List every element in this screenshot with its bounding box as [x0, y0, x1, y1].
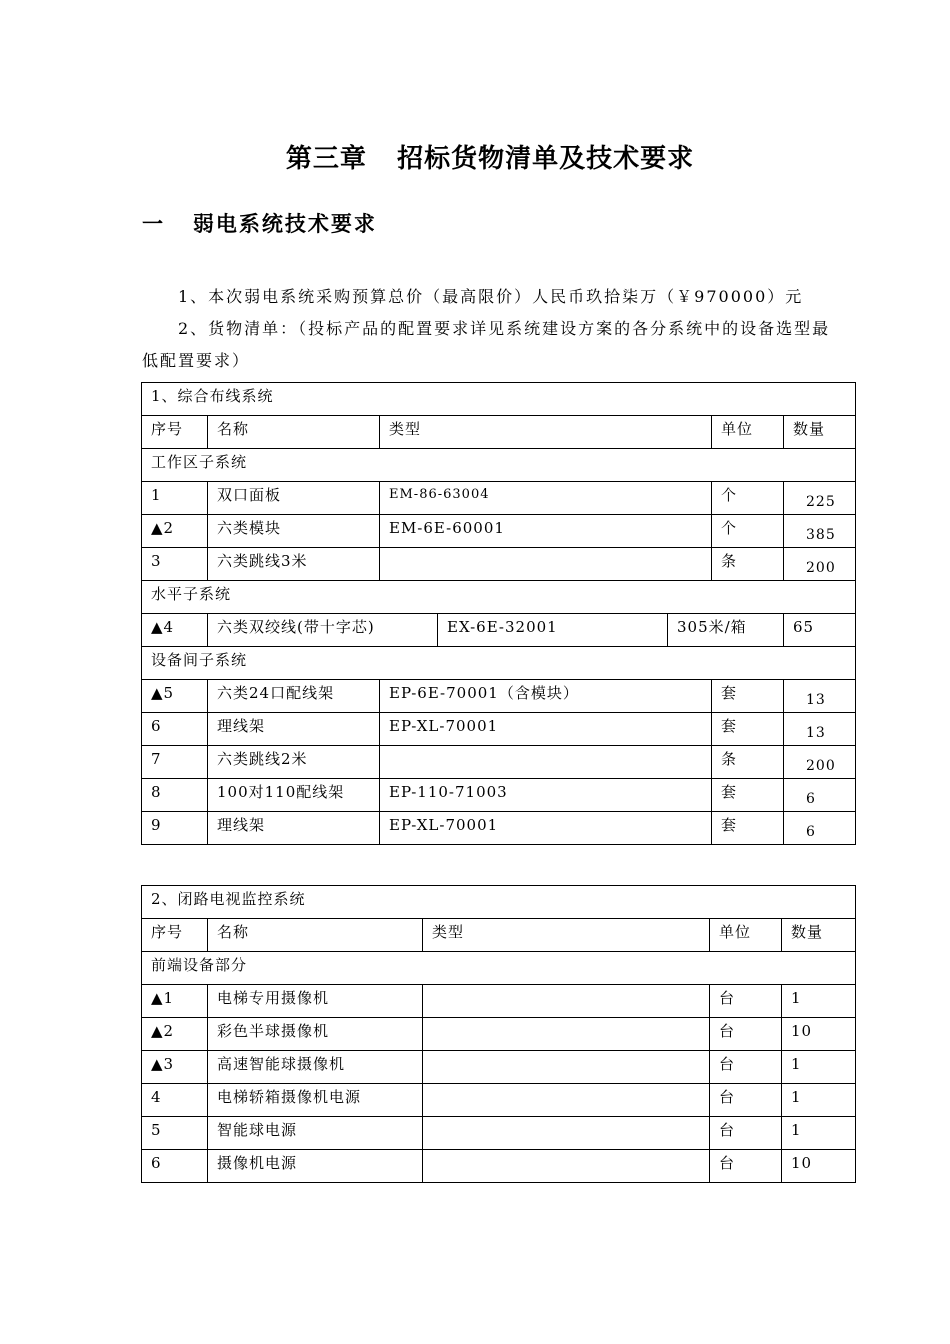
group-row	[142, 647, 856, 680]
cell-type: EM-6E-60001	[380, 515, 712, 548]
table-row	[142, 1150, 856, 1183]
header-name: 名称	[208, 919, 423, 952]
header-unit: 单位	[710, 919, 782, 952]
cell-qty: 10	[782, 1018, 856, 1051]
table-row	[142, 1051, 856, 1084]
cell-name: 摄像机电源	[208, 1150, 423, 1183]
table-row	[142, 482, 856, 515]
table-row	[142, 680, 856, 713]
cell-qty: 10	[782, 1150, 856, 1183]
cell-name: 高速智能球摄像机	[208, 1051, 423, 1084]
cell-index: ▲5	[142, 680, 208, 713]
cell-name: 彩色半球摄像机	[208, 1018, 423, 1051]
cell-index: ▲1	[142, 985, 208, 1018]
cell-unit: 台	[710, 1084, 782, 1117]
header-type: 类型	[380, 416, 712, 449]
table-row	[142, 1117, 856, 1150]
cell-unit: 套	[712, 779, 784, 812]
cell-name: 六类双绞线(带十字芯)	[208, 614, 438, 647]
cell-qty: 6	[784, 812, 856, 845]
cell-type	[423, 985, 710, 1018]
cell-type: EP-110-71003	[380, 779, 712, 812]
cell-qty: 200	[784, 746, 856, 779]
section-heading: 一 弱电系统技术要求	[142, 211, 377, 236]
group-row	[142, 952, 856, 985]
cell-name: 六类模块	[208, 515, 380, 548]
cell-type	[380, 746, 712, 779]
cell-unit: 条	[712, 746, 784, 779]
cell-type	[423, 1150, 710, 1183]
table-row	[142, 812, 856, 845]
cell-type	[423, 1051, 710, 1084]
cell-index: ▲2	[142, 515, 208, 548]
table-title: 2、闭路电视监控系统	[142, 886, 856, 919]
header-qty: 数量	[782, 919, 856, 952]
cell-type	[423, 1018, 710, 1051]
cell-unit: 台	[710, 1018, 782, 1051]
group-label: 设备间子系统	[142, 647, 856, 680]
chapter-title: 第三章 招标货物清单及技术要求	[285, 144, 695, 174]
cell-name: 智能球电源	[208, 1117, 423, 1150]
table-row	[142, 614, 856, 647]
cell-qty: 225	[784, 482, 856, 515]
cell-index: 7	[142, 746, 208, 779]
cell-qty: 385	[784, 515, 856, 548]
cell-type: EP-6E-70001（含模块）	[380, 680, 712, 713]
table-header-row	[142, 919, 856, 952]
cabling-system-table	[141, 382, 856, 845]
cell-index: 1	[142, 482, 208, 515]
header-name: 名称	[208, 416, 380, 449]
table-row	[142, 713, 856, 746]
cell-index: 6	[142, 713, 208, 746]
cell-unit: 台	[710, 1117, 782, 1150]
cell-index: ▲3	[142, 1051, 208, 1084]
cell-type: EP-XL-70001	[380, 713, 712, 746]
cell-qty: 200	[784, 548, 856, 581]
cell-type	[423, 1117, 710, 1150]
cell-unit: 个	[712, 515, 784, 548]
cell-qty: 1	[782, 985, 856, 1018]
table-row	[142, 746, 856, 779]
cell-name: 六类24口配线架	[208, 680, 380, 713]
table-title: 1、综合布线系统	[142, 383, 856, 416]
cell-index: ▲2	[142, 1018, 208, 1051]
cell-index: 5	[142, 1117, 208, 1150]
cell-unit: 个	[712, 482, 784, 515]
budget-paragraph: 1、本次弱电系统采购预算总价（最高限价）人民币玖拾柒万（￥970000）元	[178, 287, 804, 306]
cell-unit: 条	[712, 548, 784, 581]
group-row	[142, 449, 856, 482]
cell-unit: 305米/箱	[668, 614, 784, 647]
header-unit: 单位	[712, 416, 784, 449]
cell-type: EP-XL-70001	[380, 812, 712, 845]
cell-qty: 6	[784, 779, 856, 812]
table-title-row	[142, 383, 856, 416]
group-label: 工作区子系统	[142, 449, 856, 482]
cell-name: 双口面板	[208, 482, 380, 515]
cell-index: 3	[142, 548, 208, 581]
cell-qty: 13	[784, 680, 856, 713]
cell-type	[380, 548, 712, 581]
group-label: 前端设备部分	[142, 952, 856, 985]
cell-unit: 台	[710, 1051, 782, 1084]
cell-index: 8	[142, 779, 208, 812]
table-title-row	[142, 886, 856, 919]
cell-name: 电梯轿箱摄像机电源	[208, 1084, 423, 1117]
cell-qty: 13	[784, 713, 856, 746]
goods-list-paragraph: 2、货物清单：（投标产品的配置要求详见系统建设方案的各分系统中的设备选型最低配置要求）	[142, 319, 831, 370]
cell-name: 理线架	[208, 812, 380, 845]
cell-index: 9	[142, 812, 208, 845]
table-row	[142, 985, 856, 1018]
table-row	[142, 548, 856, 581]
header-type: 类型	[423, 919, 710, 952]
header-qty: 数量	[784, 416, 856, 449]
cell-name: 电梯专用摄像机	[208, 985, 423, 1018]
group-label: 水平子系统	[142, 581, 856, 614]
table-row	[142, 779, 856, 812]
cell-type	[423, 1084, 710, 1117]
cell-index: 4	[142, 1084, 208, 1117]
header-index: 序号	[142, 919, 208, 952]
cell-type: EX-6E-32001	[438, 614, 668, 647]
cell-index: ▲4	[142, 614, 208, 647]
cell-name: 100对110配线架	[208, 779, 380, 812]
table-row	[142, 515, 856, 548]
cell-name: 六类跳线2米	[208, 746, 380, 779]
cctv-system-table	[141, 885, 856, 1183]
cell-qty: 1	[782, 1051, 856, 1084]
cell-type: EM-86-63004	[380, 482, 712, 515]
cell-unit: 套	[712, 812, 784, 845]
cell-qty: 65	[784, 614, 856, 647]
table-row	[142, 1084, 856, 1117]
table-row	[142, 1018, 856, 1051]
cell-unit: 套	[712, 713, 784, 746]
cell-qty: 1	[782, 1117, 856, 1150]
cell-name: 理线架	[208, 713, 380, 746]
cell-unit: 台	[710, 1150, 782, 1183]
group-row	[142, 581, 856, 614]
header-index: 序号	[142, 416, 208, 449]
cell-unit: 套	[712, 680, 784, 713]
cell-index: 6	[142, 1150, 208, 1183]
cell-unit: 台	[710, 985, 782, 1018]
cell-name: 六类跳线3米	[208, 548, 380, 581]
cell-qty: 1	[782, 1084, 856, 1117]
table-header-row	[142, 416, 856, 449]
